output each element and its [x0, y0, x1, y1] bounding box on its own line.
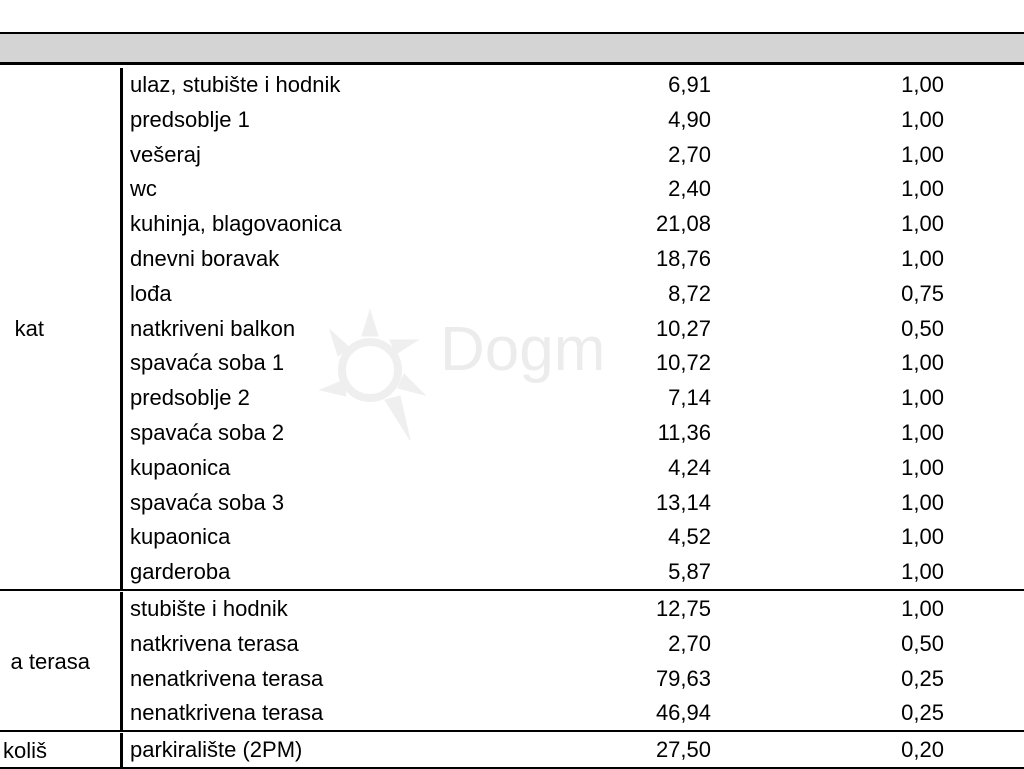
table-row — [123, 277, 1024, 312]
area-value: 7,14 — [668, 385, 711, 411]
area-value: 4,52 — [668, 524, 711, 550]
coefficient-value: 0,25 — [901, 700, 944, 726]
coefficient-value: 1,00 — [901, 176, 944, 202]
table-row — [123, 416, 1024, 451]
coefficient-value: 1,00 — [901, 385, 944, 411]
table-row — [123, 68, 1024, 103]
coefficient-value: 1,00 — [901, 489, 944, 515]
room-name: nenatkrivena terasa — [130, 700, 324, 726]
room-name: kupaonica — [130, 524, 231, 550]
room-name: stubište i hodnik — [130, 596, 288, 621]
coefficient-value: 1,00 — [901, 559, 944, 585]
area-value: 11,36 — [657, 420, 711, 445]
group-label-text: koliš — [2, 737, 47, 763]
table-row — [123, 592, 1024, 627]
table-row — [123, 103, 1024, 138]
area-value: 4,90 — [668, 106, 711, 132]
group-label — [0, 592, 120, 731]
table-row — [123, 346, 1024, 381]
table-row — [123, 242, 1024, 277]
table-row — [123, 662, 1024, 697]
room-name: predsoblje 1 — [130, 106, 250, 132]
coefficient-value: 0,50 — [901, 315, 944, 341]
group-label — [0, 68, 120, 590]
room-name: predsoblje 2 — [130, 385, 250, 411]
group-separator — [0, 589, 1024, 591]
room-name: lođa — [130, 280, 172, 306]
group-separator — [0, 730, 1024, 732]
area-value: 10,72 — [655, 350, 711, 376]
group-label — [0, 733, 120, 768]
area-value: 12,75 — [655, 596, 711, 621]
coefficient-value: 1,00 — [901, 211, 944, 237]
group-label-text: kat — [14, 316, 44, 341]
room-name: spavaća soba 1 — [130, 350, 285, 376]
table-row — [123, 627, 1024, 662]
coefficient-value: 1,00 — [901, 141, 944, 167]
room-name: kuhinja, blagovaonica — [130, 211, 342, 237]
group-label-text: a terasa — [10, 648, 90, 674]
area-value: 13,14 — [655, 489, 711, 515]
area-value: 79,63 — [655, 665, 711, 691]
area-value: 2,70 — [668, 630, 711, 656]
coefficient-value: 0,75 — [901, 280, 944, 306]
table-row — [123, 733, 1024, 768]
table-header-band — [0, 32, 1024, 65]
area-value: 4,24 — [668, 454, 711, 480]
coefficient-value: 0,20 — [901, 737, 944, 763]
room-name: kupaonica — [130, 454, 231, 480]
coefficient-value: 1,00 — [901, 246, 944, 271]
room-name: nenatkrivena terasa — [130, 665, 324, 691]
watermark-text: Dogm — [440, 315, 606, 384]
area-value: 27,50 — [655, 737, 711, 763]
table-row — [123, 696, 1024, 731]
table-row — [123, 520, 1024, 555]
room-name: natkriveni balkon — [130, 315, 296, 341]
area-value: 21,08 — [655, 211, 711, 237]
room-name: spavaća soba 3 — [130, 489, 285, 515]
table-row — [123, 555, 1024, 590]
coefficient-value: 1,00 — [901, 524, 944, 550]
table-row — [123, 486, 1024, 521]
room-name: parkiralište (2PM) — [130, 737, 303, 763]
table-row — [123, 312, 1024, 347]
coefficient-value: 1,00 — [901, 454, 944, 480]
area-value: 2,70 — [668, 141, 711, 167]
area-value: 18,76 — [655, 246, 711, 271]
room-name: dnevni boravak — [130, 246, 280, 271]
area-value: 10,27 — [655, 315, 711, 341]
room-name: vešeraj — [130, 141, 201, 167]
area-value: 2,40 — [668, 176, 711, 202]
table-row — [123, 381, 1024, 416]
area-value: 5,87 — [668, 559, 711, 585]
coefficient-value: 1,00 — [901, 106, 944, 132]
table-row — [123, 138, 1024, 173]
coefficient-value: 1,00 — [901, 72, 944, 97]
area-value: 6,91 — [668, 72, 711, 97]
coefficient-value: 0,50 — [901, 630, 944, 656]
room-name: spavaća soba 2 — [130, 420, 285, 445]
room-name: ulaz, stubište i hodnik — [130, 72, 341, 97]
room-name: garderoba — [130, 559, 231, 585]
room-name: natkrivena terasa — [130, 630, 299, 656]
table-row — [123, 172, 1024, 207]
table-row — [123, 207, 1024, 242]
area-value: 46,94 — [655, 700, 711, 726]
area-value: 8,72 — [668, 280, 711, 306]
coefficient-value: 1,00 — [901, 350, 944, 376]
room-name: wc — [130, 176, 157, 202]
coefficient-value: 1,00 — [901, 420, 944, 445]
table-row — [123, 451, 1024, 486]
coefficient-value: 0,25 — [901, 665, 944, 691]
coefficient-value: 1,00 — [901, 596, 944, 621]
